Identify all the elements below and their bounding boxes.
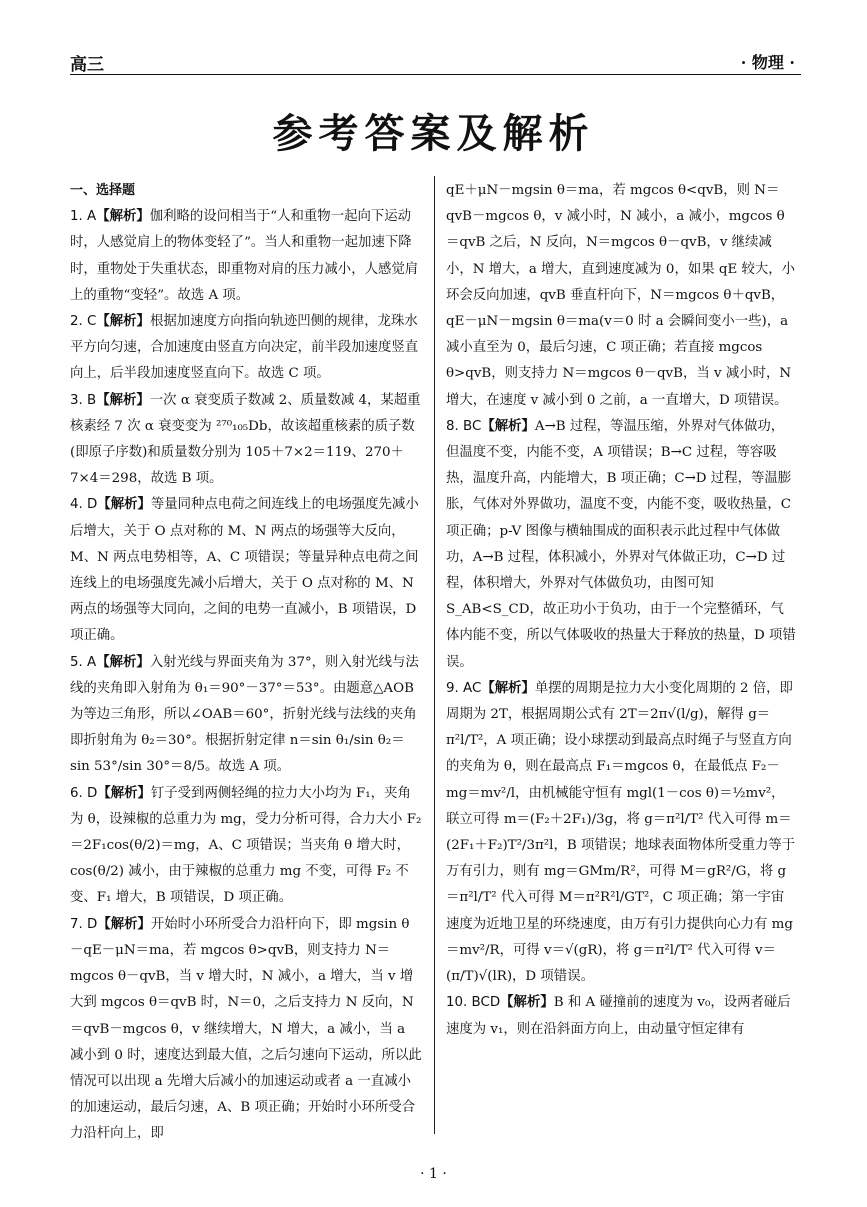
analysis-tag: 【解析】 [97,916,151,932]
answer-text: 等量同种点电荷之间连线上的电场强度先减小后增大，关于 O 点对称的 M、N 两点的场强等大反向，M、N 两点电势相等，A、C 项错误；等量异种点电荷之间连线上的电场强度先减小后增大，关于 O 点对称的 M、N 两点的场强等大同向，之间的电势一直减小，B 项错误，D 项正确。 [70,497,419,644]
answer-text: 根据加速度方向指向轨迹凹侧的规律，龙珠水平方向匀速，合加速度由竖直方向决定，前半段加速度竖直向上，后半段加速度竖直向下。故选 C 项。 [70,314,419,382]
analysis-tag: 【解析】 [481,418,535,434]
answer-number: 1. A [70,209,97,225]
answer-item [70,309,422,388]
column-divider [434,176,435,1134]
section-heading: 一、选择题 [70,183,136,198]
answer-number: 7. D [70,916,98,932]
answer-item [446,178,796,414]
answer-number: 8. BC [446,418,482,434]
header-rule [70,74,801,75]
answer-number: 5. A [70,654,97,670]
header-subject: · 物理 · [740,53,795,72]
analysis-tag: 【解析】 [96,314,150,330]
answer-item [70,781,422,912]
analysis-tag: 【解析】 [500,995,554,1011]
header-grade: 高三 [70,55,104,75]
answer-number: 10. BCD [446,995,501,1011]
answer-number: 3. B [70,392,97,408]
left-column [70,178,422,1148]
analysis-tag: 【解析】 [96,392,150,408]
answer-number: 2. C [70,314,97,330]
answer-item [70,388,422,493]
analysis-tag: 【解析】 [96,654,150,670]
answer-item [70,912,422,1148]
answer-item [70,204,422,309]
answer-item [446,990,796,1042]
answer-number: 6. D [70,785,98,801]
page-number: · 1 · [420,1166,447,1182]
answer-item [446,414,796,676]
answer-text: 伽利略的设问相当于“人和重物一起向下运动时，人感觉肩上的物体变轻了”。当人和重物一起加速下降时，重物处于失重状态，即重物对肩的压力减小，人感觉肩上的重物“变轻”。故选 A 项。 [70,209,419,303]
answer-number: 4. D [70,497,98,513]
answer-number: 9. AC [446,680,482,696]
answer-text: B 和 A 碰撞前的速度为 v₀，设两者碰后速度为 v₁，则在沿斜面方向上，由动量守恒定律有 [446,995,791,1037]
analysis-tag: 【解析】 [481,680,535,696]
answer-text: 一次 α 衰变质子数减 2、质量数减 4，某超重核素经 7 次 α 衰变变为 ²⁷⁰₁₀₅Db，故该超重核素的质子数(即原子序数)和质量数分别为 105＋7×2＝119、270＋7×4＝298，故选 B 项。 [70,392,421,487]
answer-text: 单摆的周期是拉力大小变化周期的 2 倍，即周期为 2T，根据周期公式有 2T＝2π√(l/g)，解得 g＝π²l/T²，A 项正确；设小球摆动到最高点时绳子与竖直方向的夹角为 θ，则在最高点 F₁＝mgcos θ，在最低点 F₂－mg＝mv²/l，由机械能守恒有 mgl(1－cos θ)＝½mv²，联立可得 m＝(F₂＋2F₁)/3g，将 g＝π²l/T² 代入可得 m＝(2F₁＋F₂)T²/3π²l，B 项错误；地球表面物体所受重力等于万有引力，则有 mg＝GMm/R²，可得 M＝gR²/G，将 g＝π²l/T² 代入可得 M＝π²R²l/GT²，C 项正确；第一宇宙速度为近地卫星的环绕速度，由万有引力提供向心力有 mg＝mv²/R，可得 v＝√(gR)，将 g＝π²l/T² 代入可得 v＝(π/T)√(lR)，D 项错误。 [446,680,796,985]
answer-text: 钉子受到两侧轻绳的拉力大小均为 F₁，夹角为 θ，设辣椒的总重力为 mg，受力分析可得，合力大小 F₂＝2F₁cos(θ/2)＝mg，A、C 项错误；当夹角 θ 增大时，cos(θ/2) 减小，由于辣椒的总重力 mg 不变，可得 F₂ 不变、F₁ 增大，B 项错误，D 项正确。 [70,785,422,906]
analysis-tag: 【解析】 [97,497,151,513]
answer-text: A→B 过程，等温压缩，外界对气体做功，但温度不变，内能不变，A 项错误；B→C 过程，等容吸热，温度升高，内能增大，B 项正确；C→D 过程，等温膨胀，气体对外界做功，温度不变，内能不变，吸收热量，C 项正确；p-V 图像与横轴围成的面积表示此过程中气体做功，A→B 过程，体积减小，外界对气体做正功，C→D 过程，体积增大，外界对气体做负功，由图可知 S_AB<S_CD，故正功小于负功，由于一个完整循环，气体内能不变，所以气体吸收的热量大于释放的热量，D 项错误。 [446,418,796,670]
answer-item [446,676,796,990]
answer-text: 开始时小环所受合力沿杆向下，即 mgsin θ－qE－μN＝ma，若 mgcos θ>qvB，则支持力 N＝mgcos θ－qvB，当 v 增大时，N 减小，a 增大，当 v 增大到 mgcos θ＝qvB 时，N＝0，之后支持力 N 反向，N＝qvB－mgcos θ，v 继续增大，N 增大，a 减小，当 a 减小到 0 时，速度达到最大值，之后匀速向下运动，所以此情况可以出现 a 先增大后减小的加速运动或者 a 一直减小的加速运动，最后匀速，A、B 项正确；开始时小环所受合力沿杆向上，即 [70,916,422,1142]
analysis-tag: 【解析】 [97,785,151,801]
answer-text: 入射光线与界面夹角为 37°，则入射光线与法线的夹角即入射角为 θ₁＝90°－37°＝53°。由题意△AOB 为等边三角形，所以∠OAB＝60°，折射光线与法线的夹角即折射角为 θ₂＝30°。根据折射定律 n＝sin θ₁/sin θ₂＝sin 53°/sin 30°＝8/5。故选 A 项。 [70,654,419,775]
right-column [446,178,796,1043]
answer-text: qE＋μN－mgsin θ＝ma，若 mgcos θ<qvB，则 N＝qvB－mgcos θ，v 减小时，N 减小，a 减小，mgcos θ＝qvB 之后，N 反向，N＝mgcos θ－qvB，v 继续减小，N 增大，a 增大，直到速度减为 0，如果 qE 较大，小环会反向加速，qvB 垂直杆向下，N＝mgcos θ＋qvB，qE－μN－mgsin θ＝ma(v＝0 时 a 会瞬间变小一些)，a 减小直至为 0，最后匀速，C 项正确；若直接 mgcos θ>qvB，则支持力 N＝mgcos θ－qvB，当 v 减小时，N 增大，在速度 v 减小到 0 之前，a 一直增大，D 项错误。 [446,183,796,408]
answer-item [70,650,422,781]
analysis-tag: 【解析】 [96,209,150,225]
page-title: 参考答案及解析 [272,111,595,157]
answer-item [70,492,422,649]
